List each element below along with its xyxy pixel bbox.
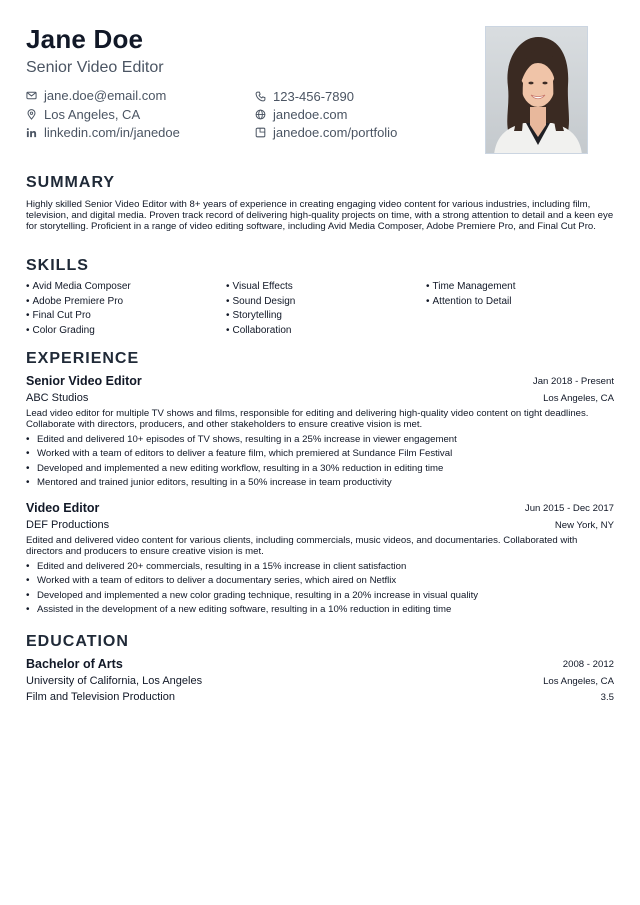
- website-text: janedoe.com: [273, 107, 348, 122]
- job-dates: Jun 2015 - Dec 2017: [524, 503, 614, 514]
- skill-item: • Color Grading: [26, 325, 95, 336]
- skill-item: • Visual Effects: [226, 281, 293, 292]
- bullet-text: Worked with a team of editors to deliver a documentary series, which aired on Netflix: [37, 575, 397, 586]
- phone-icon: [255, 91, 266, 102]
- job-description: Edited and delivered video content for various clients, including commercials, music videos, and documentaries. Collaborated with directors and producers to ensure creative vision is met.: [26, 535, 578, 558]
- job-bullet: • Mentored and trained junior editors, resulting in a 50% increase in team productivity: [26, 477, 392, 488]
- summary-text: Highly skilled Senior Video Editor with 8+ years of experience in creating engaging video content for various industries, including film, television, and digital media. Proven track record of delivering high-quality projects on time, with a strong attention to detail and a keen eye for storytelling. Proficient in a range of video editing software, including Avid Media Composer, Adobe Premiere Pro, and Final Cut Pro.: [26, 199, 614, 233]
- edu-school: University of California, Los Angeles: [26, 675, 203, 687]
- contact-email[interactable]: [26, 88, 166, 103]
- edu-location: Los Angeles, CA: [543, 676, 614, 687]
- job-location: Los Angeles, CA: [543, 393, 614, 404]
- skill-item: • Collaboration: [226, 325, 291, 336]
- job-bullet: • Developed and implemented a new editing workflow, resulting in a 30% reduction in editing time: [26, 463, 444, 474]
- job-company: ABC Studios: [26, 392, 89, 404]
- location-icon: [26, 109, 37, 120]
- job-bullet: • Worked with a team of editors to deliver a feature film, which premiered at Sundance Film Festival: [26, 448, 453, 459]
- portfolio-icon: [255, 127, 266, 138]
- job-location: New York, NY: [554, 520, 614, 531]
- edu-dates: 2008 - 2012: [562, 659, 614, 670]
- skill-item: • Attention to Detail: [426, 296, 511, 307]
- edu-field: Film and Television Production: [26, 691, 175, 703]
- bullet-text: Mentored and trained junior editors, resulting in a 50% increase in team productivity: [37, 477, 392, 488]
- job-company: DEF Productions: [26, 519, 110, 531]
- edu-degree: Bachelor of Arts: [26, 657, 123, 671]
- globe-icon: [255, 109, 266, 120]
- portfolio-text: janedoe.com/portfolio: [273, 125, 398, 140]
- skills-heading: SKILLS: [26, 257, 89, 274]
- skill-item: • Sound Design: [226, 296, 295, 307]
- contact-portfolio[interactable]: [255, 125, 397, 140]
- candidate-title: Senior Video Editor: [26, 59, 164, 76]
- job-bullet: • Worked with a team of editors to deliver a documentary series, which aired on Netflix: [26, 575, 397, 586]
- skill-item: • Storytelling: [226, 310, 282, 321]
- profile-photo: [485, 26, 588, 154]
- job-title: Senior Video Editor: [26, 374, 142, 388]
- job-bullet: • Edited and delivered 20+ commercials, resulting in a 15% increase in client satisfaction: [26, 561, 407, 572]
- edu-gpa: 3.5: [600, 692, 614, 703]
- bullet-text: Edited and delivered 20+ commercials, resulting in a 15% increase in client satisfaction: [37, 561, 407, 572]
- job-bullet: • Edited and delivered 10+ episodes of TV shows, resulting in a 25% increase in viewer engagement: [26, 434, 457, 445]
- skill-item: • Avid Media Composer: [26, 281, 131, 292]
- bullet-text: Developed and implemented a new color grading technique, resulting in a 20% increase in visual quality: [37, 590, 479, 601]
- phone-text: 123-456-7890: [273, 89, 354, 104]
- mail-icon: [26, 90, 37, 101]
- experience-heading: EXPERIENCE: [26, 350, 140, 367]
- job-dates: Jan 2018 - Present: [532, 376, 614, 387]
- bullet-text: Assisted in the development of a new editing software, resulting in a 10% reduction in editing time: [37, 604, 452, 615]
- education-heading: EDUCATION: [26, 633, 129, 650]
- job-title: Video Editor: [26, 501, 100, 515]
- email-text: jane.doe@email.com: [44, 88, 167, 103]
- location-text: Los Angeles, CA: [44, 107, 141, 122]
- contact-location: [26, 107, 140, 122]
- skill-item: • Adobe Premiere Pro: [26, 296, 123, 307]
- candidate-name: Jane Doe: [26, 24, 144, 54]
- skill-item: • Final Cut Pro: [26, 310, 91, 321]
- contact-phone[interactable]: [255, 89, 354, 104]
- bullet-text: Developed and implemented a new editing workflow, resulting in a 30% reduction in editing time: [37, 463, 444, 474]
- bullet-text: Edited and delivered 10+ episodes of TV shows, resulting in a 25% increase in viewer engagement: [37, 434, 457, 445]
- summary-heading: SUMMARY: [26, 174, 116, 191]
- contact-website[interactable]: [255, 107, 347, 122]
- job-bullet: • Assisted in the development of a new editing software, resulting in a 10% reduction in editing time: [26, 604, 452, 615]
- contact-linkedin[interactable]: [26, 125, 180, 140]
- skill-item: • Time Management: [426, 281, 516, 292]
- job-bullet: • Developed and implemented a new color grading technique, resulting in a 20% increase in visual quality: [26, 590, 479, 601]
- linkedin-text: linkedin.com/in/janedoe: [44, 125, 180, 140]
- job-description: Lead video editor for multiple TV shows and films, responsible for editing and delivering high-quality video content on tight deadlines. Collaborate with directors, producers, and other stakeholders to ensure creative vision is met.: [26, 408, 589, 431]
- linkedin-icon: [26, 127, 37, 138]
- bullet-text: Worked with a team of editors to deliver a feature film, which premiered at Sundance Film Festival: [37, 448, 453, 459]
